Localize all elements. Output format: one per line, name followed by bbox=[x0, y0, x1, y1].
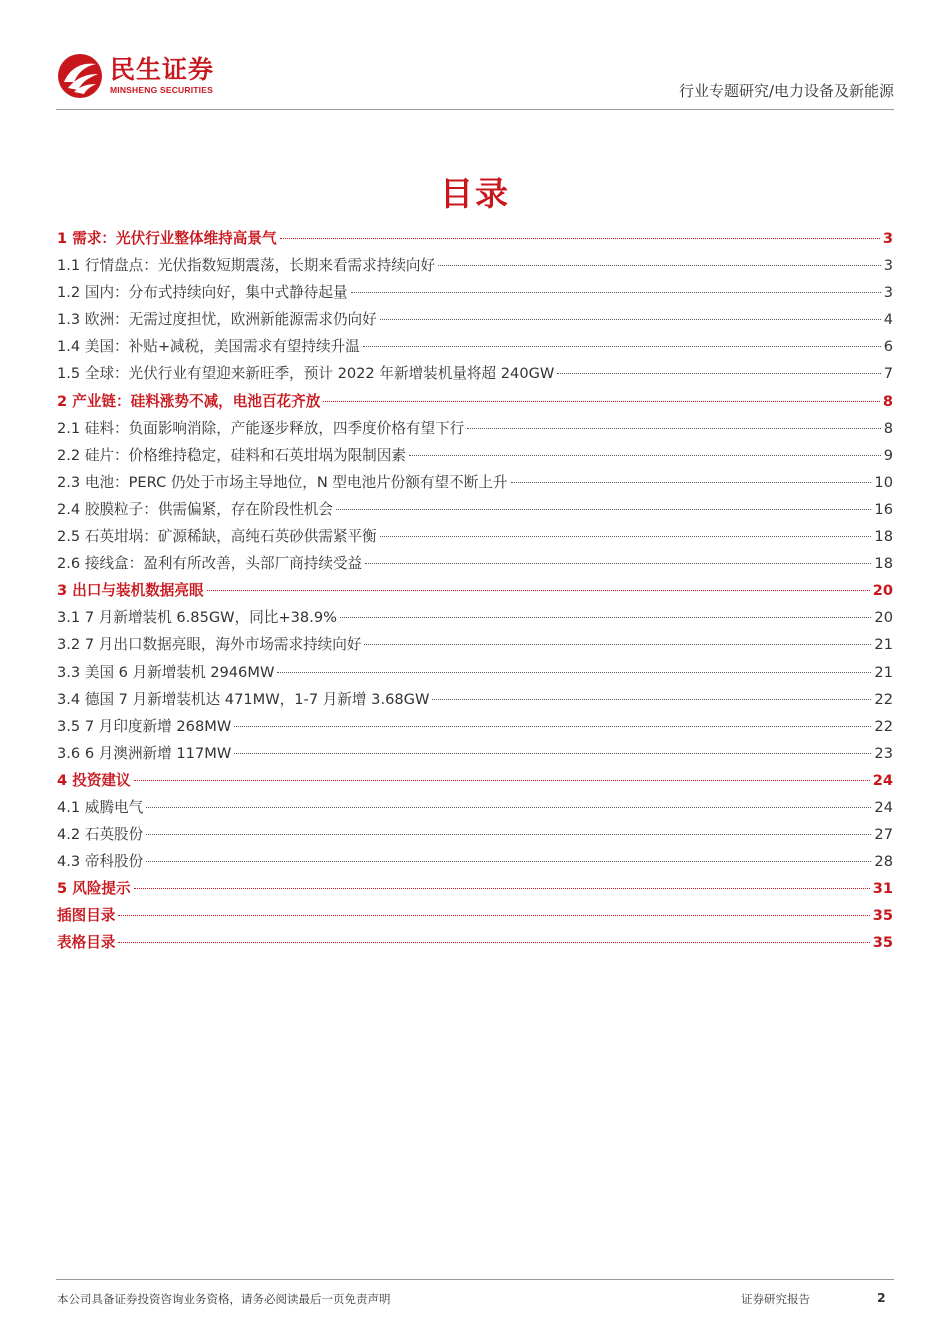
toc-entry-label: 2 产业链：硅料涨势不减，电池百花齐放 bbox=[57, 392, 321, 410]
toc-entry-label: 3.3 美国 6 月新增装机 2946MW bbox=[57, 663, 275, 681]
toc-entry-label: 4.3 帝科股份 bbox=[57, 853, 144, 871]
toc-entry-page: 8 bbox=[883, 419, 893, 437]
toc-entry-label: 4.1 威腾电气 bbox=[57, 798, 144, 816]
toc-title: 目录 bbox=[440, 174, 510, 213]
toc-chapter-entry[interactable] bbox=[57, 579, 893, 606]
toc-section-entry[interactable] bbox=[57, 742, 893, 769]
toc-entry-label: 1 需求：光伏行业整体维持高景气 bbox=[57, 230, 277, 247]
toc-leader-dots bbox=[280, 238, 880, 239]
toc-entry-label: 4.2 石英股份 bbox=[57, 826, 144, 844]
toc-entry-label: 2.4 胶膜粒子：供需偏紧，存在阶段性机会 bbox=[57, 500, 333, 518]
toc-entry-page: 21 bbox=[874, 636, 893, 654]
footer-report-type: 证券研究报告 bbox=[741, 1292, 810, 1306]
toc-leader-dots bbox=[438, 265, 881, 266]
toc-entry-page: 8 bbox=[882, 392, 893, 410]
toc-leader-dots bbox=[380, 536, 872, 537]
toc-section-entry[interactable] bbox=[57, 254, 893, 281]
toc-entry-label: 3 出口与装机数据亮眼 bbox=[57, 582, 204, 600]
toc-leader-dots bbox=[409, 455, 881, 456]
toc-entry-label: 3.2 7 月出口数据亮眼，海外市场需求持续向好 bbox=[57, 636, 362, 654]
toc-entry-label: 3.1 7 月新增装机 6.85GW，同比+38.9% bbox=[57, 609, 337, 627]
toc-leader-dots bbox=[511, 482, 872, 483]
toc-entry-label: 1.5 全球：光伏行业有望迎来新旺季，预计 2022 年新增装机量将超 240GW bbox=[57, 365, 555, 383]
toc-entry-label: 3.4 德国 7 月新增装机达 471MW，1-7 月新增 3.68GW bbox=[57, 690, 430, 708]
toc-section-entry[interactable] bbox=[57, 715, 893, 742]
toc-entry-page: 35 bbox=[872, 907, 893, 925]
toc-entry-page: 9 bbox=[883, 446, 893, 464]
toc-entry-page: 24 bbox=[872, 771, 893, 789]
toc-section-entry[interactable] bbox=[57, 525, 893, 552]
toc-leader-dots bbox=[336, 509, 871, 510]
toc-leader-dots bbox=[234, 726, 871, 727]
toc-section-entry[interactable] bbox=[57, 661, 893, 688]
toc-leader-dots bbox=[146, 807, 871, 808]
toc-entry-label: 2.2 硅片：价格维持稳定，硅料和石英坩埚为限制因素 bbox=[57, 446, 406, 464]
toc-entry-label: 2.6 接线盒：盈利有所改善，头部厂商持续受益 bbox=[57, 555, 363, 573]
toc-entry-page: 3 bbox=[883, 284, 893, 302]
toc-chapter-entry[interactable] bbox=[57, 769, 893, 796]
toc-leader-dots bbox=[380, 319, 881, 320]
logo-chinese-name: 民生证券 bbox=[110, 55, 215, 84]
report-category: 行业专题研究/电力设备及新能源 bbox=[678, 82, 894, 100]
logo-english-name: MINSHENG SECURITIES bbox=[110, 85, 213, 95]
toc-section-entry[interactable] bbox=[57, 471, 893, 498]
footer-divider bbox=[56, 1279, 894, 1280]
page-header bbox=[56, 52, 896, 108]
toc-leader-dots bbox=[207, 590, 870, 591]
toc-section-entry[interactable] bbox=[57, 417, 893, 444]
toc-leader-dots bbox=[118, 915, 869, 916]
toc-section-entry[interactable] bbox=[57, 552, 893, 579]
toc-leader-dots bbox=[323, 401, 880, 402]
toc-entry-page: 31 bbox=[872, 880, 893, 898]
toc-chapter-entry[interactable] bbox=[57, 931, 893, 958]
toc-leader-dots bbox=[134, 888, 870, 889]
toc-leader-dots bbox=[234, 753, 871, 754]
toc-entry-label: 插图目录 bbox=[57, 907, 116, 925]
toc-section-entry[interactable] bbox=[57, 308, 893, 335]
toc-section-entry[interactable] bbox=[57, 281, 893, 308]
toc-entry-label: 5 风险提示 bbox=[57, 880, 131, 898]
toc-leader-dots bbox=[364, 644, 871, 645]
table-of-contents bbox=[57, 227, 893, 959]
toc-section-entry[interactable] bbox=[57, 823, 893, 850]
toc-entry-label: 2.1 硅料：负面影响消除，产能逐步释放，四季度价格有望下行 bbox=[57, 419, 465, 437]
toc-leader-dots bbox=[340, 617, 871, 618]
toc-entry-label: 2.3 电池：PERC 仍处于市场主导地位，N 型电池片份额有望不断上升 bbox=[57, 473, 508, 491]
toc-entry-page: 22 bbox=[874, 717, 893, 735]
toc-leader-dots bbox=[134, 780, 870, 781]
toc-entry-page: 23 bbox=[874, 744, 893, 762]
toc-chapter-entry[interactable] bbox=[57, 390, 893, 417]
toc-entry-label: 表格目录 bbox=[57, 934, 116, 952]
toc-leader-dots bbox=[432, 699, 871, 700]
toc-section-entry[interactable] bbox=[57, 498, 893, 525]
toc-entry-page: 24 bbox=[874, 798, 893, 816]
toc-chapter-entry[interactable] bbox=[57, 904, 893, 931]
toc-section-entry[interactable] bbox=[57, 688, 893, 715]
toc-section-entry[interactable] bbox=[57, 606, 893, 633]
toc-leader-dots bbox=[146, 834, 871, 835]
page-number: 2 bbox=[877, 1290, 886, 1305]
toc-entry-page: 35 bbox=[872, 934, 893, 952]
toc-entry-page: 7 bbox=[883, 365, 893, 383]
toc-entry-label: 1.3 欧洲：无需过度担忧，欧洲新能源需求仍向好 bbox=[57, 311, 377, 329]
brand-logo bbox=[56, 52, 214, 100]
toc-entry-page: 28 bbox=[874, 853, 893, 871]
toc-leader-dots bbox=[351, 292, 881, 293]
toc-leader-dots bbox=[118, 942, 869, 943]
toc-entry-page: 4 bbox=[883, 311, 893, 329]
toc-entry-page: 18 bbox=[874, 555, 893, 573]
toc-entry-page: 18 bbox=[874, 528, 893, 546]
toc-leader-dots bbox=[365, 563, 871, 564]
toc-entry-page: 10 bbox=[874, 473, 893, 491]
toc-entry-page: 3 bbox=[882, 230, 893, 247]
toc-section-entry[interactable] bbox=[57, 796, 893, 823]
toc-leader-dots bbox=[277, 672, 871, 673]
toc-chapter-entry[interactable] bbox=[57, 877, 893, 904]
toc-entry-page: 16 bbox=[874, 500, 893, 518]
toc-section-entry[interactable] bbox=[57, 850, 893, 877]
toc-leader-dots bbox=[467, 428, 880, 429]
toc-entry-label: 4 投资建议 bbox=[57, 771, 131, 789]
toc-section-entry[interactable] bbox=[57, 335, 893, 362]
toc-entry-label: 1.1 行情盘点：光伏指数短期震荡，长期来看需求持续向好 bbox=[57, 257, 436, 275]
toc-entry-label: 2.5 石英坩埚：矿源稀缺，高纯石英砂供需紧平衡 bbox=[57, 528, 377, 546]
footer-disclaimer: 本公司具备证券投资咨询业务资格，请务必阅读最后一页免责声明 bbox=[57, 1292, 391, 1306]
toc-entry-page: 20 bbox=[872, 582, 893, 600]
toc-entry-page: 20 bbox=[874, 609, 893, 627]
toc-leader-dots bbox=[557, 373, 880, 374]
toc-entry-page: 22 bbox=[874, 690, 893, 708]
toc-section-entry[interactable] bbox=[57, 362, 893, 389]
toc-entry-label: 1.4 美国：补贴+减税，美国需求有望持续升温 bbox=[57, 338, 360, 356]
toc-section-entry[interactable] bbox=[57, 633, 893, 660]
minsheng-logo-icon bbox=[56, 52, 104, 100]
toc-entry-label: 1.2 国内：分布式持续向好，集中式静待起量 bbox=[57, 284, 348, 302]
toc-leader-dots bbox=[363, 346, 881, 347]
header-divider bbox=[56, 109, 894, 110]
toc-entry-page: 21 bbox=[874, 663, 893, 681]
toc-entry-page: 27 bbox=[874, 826, 893, 844]
toc-entry-page: 3 bbox=[883, 257, 893, 275]
toc-leader-dots bbox=[146, 861, 871, 862]
toc-entry-page: 6 bbox=[883, 338, 893, 356]
toc-chapter-entry[interactable] bbox=[57, 227, 893, 254]
toc-entry-label: 3.6 6 月澳洲新增 117MW bbox=[57, 744, 232, 762]
toc-entry-label: 3.5 7 月印度新增 268MW bbox=[57, 717, 232, 735]
toc-section-entry[interactable] bbox=[57, 444, 893, 471]
